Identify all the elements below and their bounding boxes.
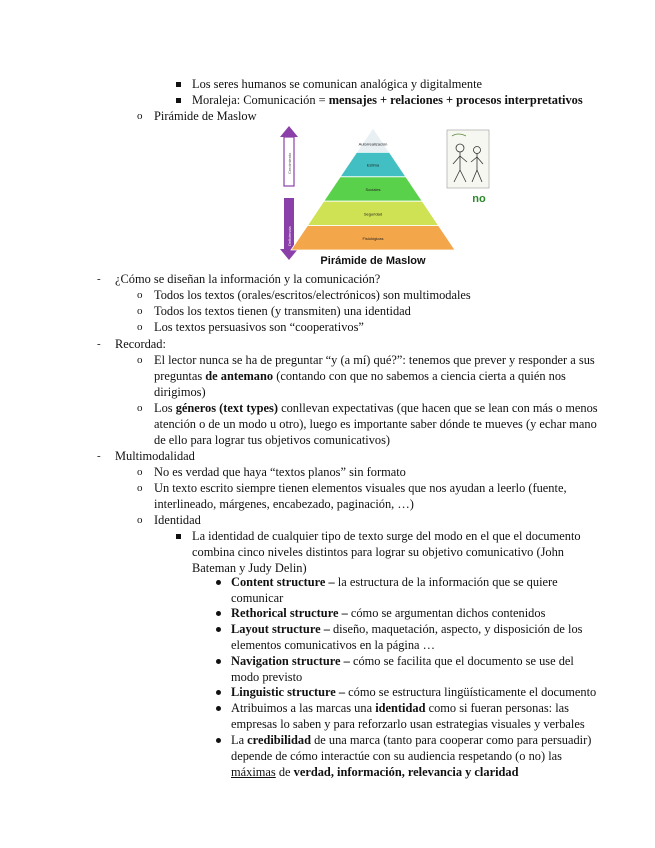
text-line: Linguistic structure – cómo se estructura lingüísticamente el documento <box>231 685 597 699</box>
circle-bullet: o <box>137 466 143 478</box>
cartoon-image <box>447 130 489 188</box>
figure-caption: Pirámide de Maslow <box>320 255 426 267</box>
dash-bullet: - <box>97 273 101 285</box>
text-line: Identidad <box>154 513 201 527</box>
growth-arrow <box>280 126 298 186</box>
section-heading: Recordad: <box>115 337 166 351</box>
maslow-pyramid-figure <box>276 126 516 268</box>
text-line: elementos comunicativos en la página … <box>231 638 436 652</box>
text-line: depende de cómo interactúe con su audiencia respetando (o no) las <box>231 749 562 763</box>
text-line: combina cinco niveles distintos para lograr su objetivo comunicativo (John <box>192 545 564 559</box>
deficiency-arrow <box>280 198 298 260</box>
no-label: no <box>472 193 486 205</box>
section-heading: Multimodalidad <box>115 449 195 463</box>
text-line: dirigimos) <box>154 385 206 399</box>
round-bullet <box>216 611 221 616</box>
section-heading: ¿Cómo se diseñan la información y la comunicación? <box>115 272 381 286</box>
deficiency-label: Deficiencia <box>287 226 292 246</box>
growth-label: Crecimiento <box>287 152 292 174</box>
round-bullet <box>216 580 221 585</box>
circle-bullet: o <box>137 110 143 122</box>
text-line: Bateman y Judy Delin) <box>192 561 307 575</box>
circle-bullet: o <box>137 402 143 414</box>
text-line: Los textos persuasivos son “cooperativos” <box>154 320 364 334</box>
text-line: Atribuimos a las marcas una identidad como si fueran personas: las <box>231 701 569 715</box>
round-bullet <box>216 659 221 664</box>
pyramid-level-label: Seguridad <box>363 211 383 217</box>
pyramid-level-label: Fisiológicas <box>362 235 384 241</box>
text-line: Pirámide de Maslow <box>154 109 257 123</box>
round-bullet <box>216 690 221 695</box>
circle-bullet: o <box>137 305 143 317</box>
text-line: empresas lo saben y para reforzarlo usan estrategias visuales y verbales <box>231 717 585 731</box>
text-line: Layout structure – diseño, maquetación, aspecto, y disposición de los <box>231 622 583 636</box>
pyramid-level-label: Estima <box>366 162 380 168</box>
pyramid-level-label: Autorrealización <box>358 141 388 147</box>
text-line: modo previsto <box>231 670 303 684</box>
text-line: Moraleja: Comunicación = mensajes + relaciones + procesos interpretativos <box>192 93 583 107</box>
pyramid-level <box>357 128 390 152</box>
text-line: Un texto escrito siempre tienen elementos visuales que nos ayudan a leerlo (fuente, <box>154 481 567 495</box>
circle-bullet: o <box>137 354 143 366</box>
text-line: No es verdad que haya “textos planos” sin formato <box>154 465 406 479</box>
circle-bullet: o <box>137 289 143 301</box>
round-bullet <box>216 738 221 743</box>
square-bullet <box>176 98 181 103</box>
dash-bullet: - <box>97 450 101 462</box>
dash-bullet: - <box>97 338 101 350</box>
text-line: La identidad de cualquier tipo de texto surge del modo en el que el documento <box>192 529 581 543</box>
text-line: Content structure – la estructura de la información que se quiere <box>231 575 558 589</box>
circle-bullet: o <box>137 514 143 526</box>
text-line: preguntas de antemano (contando con que no sabemos a ciencia cierta a quién nos <box>154 369 566 383</box>
square-bullet <box>176 534 181 539</box>
text-line: Navigation structure – cómo se facilita que el documento se use del <box>231 654 574 668</box>
text-line: comunicar <box>231 591 284 605</box>
square-bullet <box>176 82 181 87</box>
text-line: Rethorical structure – cómo se argumentan dichos contenidos <box>231 606 546 620</box>
text-line: El lector nunca se ha de preguntar “y (a mí) qué?”: tenemos que prever y responder a sus <box>154 353 595 367</box>
text-line: Los géneros (text types) conllevan expectativas (que hacen que se lean con más o menos <box>154 401 598 415</box>
pyramid-level-label: Sociales <box>365 186 381 192</box>
text-line: Todos los textos tienen (y transmiten) una identidad <box>154 304 411 318</box>
pyramid <box>291 128 455 250</box>
text-line: interlineado, márgenes, encabezado, paginación, …) <box>154 497 414 511</box>
circle-bullet: o <box>137 482 143 494</box>
text-line: Todos los textos (orales/escritos/electrónicos) son multimodales <box>154 288 471 302</box>
text-line: de ello para lograr tus objetivos comunicativos) <box>154 433 391 447</box>
round-bullet <box>216 706 221 711</box>
round-bullet <box>216 627 221 632</box>
text-line: Los seres humanos se comunican analógica y digitalmente <box>192 77 483 91</box>
text-line: atención o de un modo u otro), luego es importante saber dónde te mueves (y echar mano <box>154 417 597 431</box>
text-line: La credibilidad de una marca (tanto para cooperar como para persuadir) <box>231 733 592 747</box>
circle-bullet: o <box>137 321 143 333</box>
text-line: máximas de verdad, información, relevancia y claridad <box>231 765 519 779</box>
